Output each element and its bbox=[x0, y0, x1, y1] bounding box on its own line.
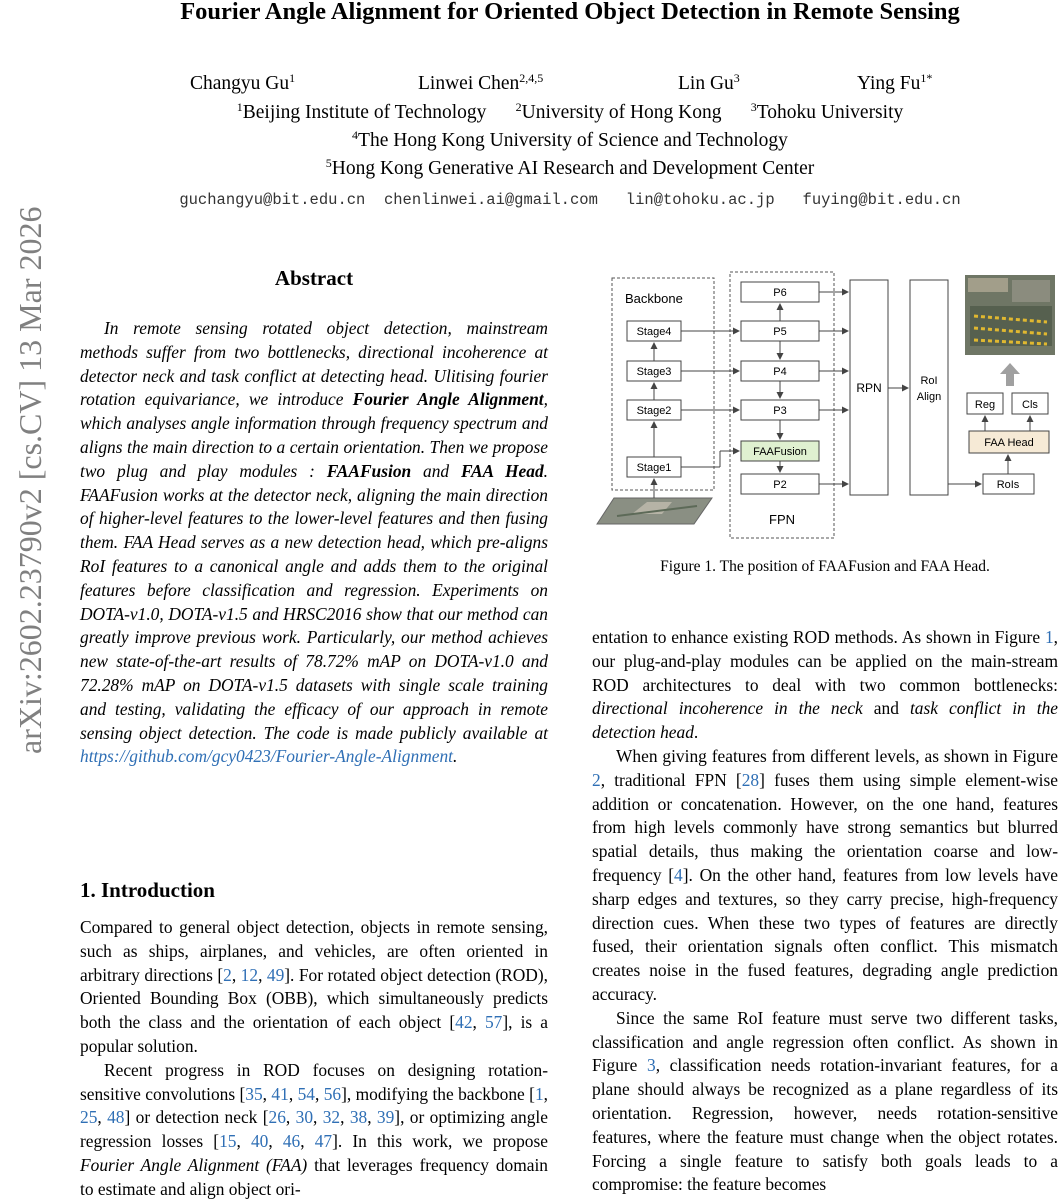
p6-box bbox=[741, 282, 819, 302]
p2-box bbox=[741, 474, 819, 494]
citation[interactable]: 15 bbox=[219, 1131, 237, 1152]
citation[interactable]: 47 bbox=[314, 1131, 333, 1152]
citation[interactable]: 28 bbox=[741, 769, 760, 790]
figure-ref[interactable]: 3 bbox=[647, 1055, 656, 1076]
up-arrow-icon bbox=[1000, 363, 1020, 386]
affiliations-line-2: $^4$The Hong Kong University of Science and Technology bbox=[352, 128, 788, 151]
input-satellite-image bbox=[597, 498, 712, 524]
stage2-box bbox=[627, 400, 681, 420]
backbone-label: Backbone bbox=[625, 291, 683, 306]
citation[interactable]: 32 bbox=[322, 1107, 341, 1128]
stage4-box bbox=[627, 321, 681, 341]
svg-text:Stage4: Stage4 bbox=[636, 326, 672, 338]
citation[interactable]: 2 bbox=[223, 964, 232, 985]
faafusion-box bbox=[741, 441, 819, 461]
figure-ref[interactable]: 2 bbox=[592, 769, 601, 790]
citation[interactable]: 56 bbox=[323, 1083, 342, 1104]
author-1: Changyu Gu$^1$ bbox=[190, 71, 296, 94]
stage3-box bbox=[627, 361, 681, 381]
right-paragraph-3: Since the same RoI feature must serve two different tasks, classification and angle regression often conflict. As shown in Figure 3, classification needs rotation-invariant features, for a plane should always be recognized as a plane regardless of its orientation. Regression, however, needs rotation-sensitive features, where the feature must change when the object rotates. Forcing a single feature to satisfy both goals leads to a compromise: the feature becomes bbox=[592, 1007, 1058, 1195]
svg-text:RoIs: RoIs bbox=[996, 479, 1020, 491]
svg-text:P5: P5 bbox=[773, 326, 787, 338]
citation[interactable]: 30 bbox=[295, 1107, 314, 1128]
rpn-box bbox=[850, 280, 888, 495]
citation[interactable]: 41 bbox=[271, 1083, 289, 1104]
author-2: Linwei Chen$^{2,4,5}$ bbox=[418, 71, 544, 94]
svg-text:Cls: Cls bbox=[1022, 399, 1038, 411]
author-3: Lin Gu$^3$ bbox=[678, 71, 740, 94]
citation[interactable]: 42 bbox=[455, 1012, 473, 1033]
author-4: Ying $Fu^{1*}$ bbox=[857, 71, 933, 94]
svg-text:Stage1: Stage1 bbox=[636, 462, 672, 474]
citation[interactable]: 48 bbox=[107, 1107, 125, 1128]
intro-body bbox=[80, 916, 548, 1202]
citation[interactable]: 54 bbox=[297, 1083, 315, 1104]
citation[interactable]: 38 bbox=[349, 1107, 368, 1128]
affiliations-line-1: $^1$Beijing Institute of Technology $^2$University of Hong Kong $^3$Tohoku University bbox=[236, 100, 904, 123]
svg-text:RoI: RoI bbox=[920, 375, 938, 387]
citation[interactable]: 1 bbox=[534, 1083, 544, 1104]
abstract-body: In remote sensing rotated object detection, mainstream methods suffer from two bottlenecks, directional incoherence at detector neck and task conflict at detecting head. Ulitising fourier rotation equivariance, we introduce Fourier Angle Alignment, which analyses angle information through frequency spectrum and aligns the main direction to a certain orientation. Then we propose two plug and play modules : FAAFusion and FAA Head. FAAFusion works at the detector neck, aligning the main direction of higher-level features to the lower-level features and then fusing them. FAA Head serves as a new detection head, which pre-aligns RoI features to a canonical angle and adds them to the original features before classification and regression. Experiments on DOTA-v1.0, DOTA-v1.5 and HRSC2016 show that our method can greatly improve previous work. Particularly, our method achieves new state-of-the-art results of 78.72% mAP on DOTA-v1.0 and 72.28% mAP on DOTA-v1.5 datasets with single scale training and testing, validating the efficacy of our approach in remote sensing object detection. The code is made publicly available at https://github.com/gcy0423/Fourier-Angle-Alignment. bbox=[80, 318, 548, 767]
citation[interactable]: 57 bbox=[484, 1012, 503, 1033]
figure-1-diagram bbox=[592, 268, 1060, 544]
affiliations-line-3: $^5$Hong Kong Generative AI Research and Development Center bbox=[325, 156, 815, 179]
figure-1-caption: Figure 1. The position of FAAFusion and FAA Head. bbox=[660, 558, 990, 575]
citation[interactable]: 46 bbox=[282, 1131, 301, 1152]
right-paragraph-2: When giving features from different levels, as shown in Figure 2, traditional FPN [28] fuses them using simple element-wise addition or concatenation. However, on the one hand, features from high levels commonly have strong semantics but blurred spatial details, thus making the orientation coarse and low-frequency [4]. On the other hand, features from low levels have sharp edges and textures, so they carry precise, high-frequency direction cues. When these two types of features are directly fused, their orientation signals often conflict. This mismatch creates noise in the fused features, degrading angle prediction accuracy. bbox=[592, 745, 1059, 1004]
right-paragraph-1: entation to enhance existing ROD methods. As shown in Figure 1, our plug-and-play modules can be applied on the main-stream ROD architectures to deal with two common bottlenecks: directional incoherence in the neck and task conflict in the detection head. bbox=[592, 627, 1058, 743]
svg-text:Align: Align bbox=[916, 391, 942, 403]
intro-paragraph-1: Compared to general object detection, objects in remote sensing, such as ships, airplanes, and vehicles, are often oriented in arbitrary directions [2, 12, 49]. For rotated object detection (ROD), Oriented Bounding Box (OBB), which simultaneously predicts both the class and the orientation of each object [42, 57], is a popular solution. bbox=[80, 917, 549, 1056]
svg-text:FAAFusion: FAAFusion bbox=[753, 446, 807, 458]
svg-text:P2: P2 bbox=[773, 479, 787, 491]
svg-text:Reg: Reg bbox=[974, 399, 996, 411]
rois-box bbox=[983, 474, 1034, 494]
svg-text:Stage2: Stage2 bbox=[636, 405, 672, 417]
svg-text:P3: P3 bbox=[773, 405, 787, 417]
stage1-box bbox=[627, 457, 681, 477]
faa-head-box bbox=[969, 431, 1049, 453]
citation[interactable]: 39 bbox=[376, 1107, 395, 1128]
right-column-body bbox=[592, 626, 1058, 1197]
intro-paragraph-2: Recent progress in ROD focuses on designing rotation-sensitive convolutions [35, 41, 54, 56], modifying the backbone [1, 25, 48] or detection neck [26, 30, 32, 38, 39], or optimizing angle regression losses [15, 40, 46, 47]. In this work, we propose Fourier Angle Alignment (FAA) that leverages frequency domain to estimate and align object ori- bbox=[80, 1059, 548, 1199]
roi-align-box bbox=[910, 280, 948, 495]
code-link[interactable]: https://github.com/gcy0423/Fourier-Angle-Alignment bbox=[80, 746, 453, 767]
arxiv-sidebar-id: arXiv:2602.23790v2 [cs.CV] 13 Mar 2026 bbox=[12, 206, 48, 754]
citation[interactable]: 49 bbox=[266, 964, 285, 985]
p3-box bbox=[741, 400, 819, 420]
citation[interactable]: 35 bbox=[245, 1083, 263, 1104]
author-emails: guchangyu@bit.edu.cn chenlinwei.ai@gmail.com lin@tohoku.ac.jp fuying@bit.edu.cn bbox=[179, 191, 961, 209]
svg-text:P6: P6 bbox=[773, 287, 787, 299]
svg-text:P4: P4 bbox=[773, 366, 787, 378]
citation[interactable]: 40 bbox=[250, 1131, 269, 1152]
paper-title: Fourier Angle Alignment for Oriented Object Detection in Remote Sensing bbox=[180, 0, 960, 25]
citation[interactable]: 26 bbox=[268, 1107, 286, 1128]
p5-box bbox=[741, 321, 819, 341]
svg-text:RPN: RPN bbox=[856, 381, 882, 395]
reg-box bbox=[967, 393, 1003, 414]
citation[interactable]: 25 bbox=[80, 1107, 98, 1128]
cls-box bbox=[1012, 393, 1048, 414]
abstract-heading: Abstract bbox=[274, 266, 354, 290]
p4-box bbox=[741, 361, 819, 381]
citation[interactable]: 12 bbox=[240, 964, 259, 985]
intro-heading: 1. Introduction bbox=[80, 878, 215, 902]
svg-text:Stage3: Stage3 bbox=[636, 366, 672, 378]
figure-ref[interactable]: 1 bbox=[1044, 627, 1054, 647]
fpn-label: FPN bbox=[769, 512, 795, 527]
citation[interactable]: 4 bbox=[674, 864, 683, 885]
output-detection-image bbox=[965, 275, 1055, 355]
svg-text:FAA Head: FAA Head bbox=[984, 437, 1034, 449]
